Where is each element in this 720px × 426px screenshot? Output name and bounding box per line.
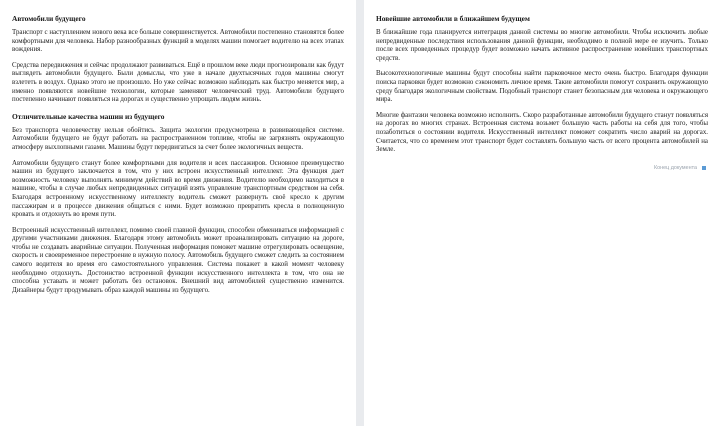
end-of-document-label: Конец документа	[654, 164, 697, 171]
paragraph: В ближайшие года планируется интеграция данной системы во многие автомобили. Чтобы исключить любые непредвиденные последствия использования данной функции, необходимо в полной мере ее изучить. Только после всех проведенных процедур будет возможно начать активное распространение новейших транспортных средств.	[376, 29, 708, 62]
heading-future-cars: Автомобили будущего	[12, 14, 86, 23]
paragraph: Без транспорта человечеству нельзя обойтись. Защита экологии предусмотрена в развивающейся системе. Автомобили будущего не будут работать на распространенном топливе, чтобы не загрязнять окружающую атмосферу выхлопными газами. Машины будут передвигаться за счет более экологичных веществ.	[12, 126, 344, 151]
paragraph: Автомобили будущего станут более комфортными для водителя и всех пассажиров. Основное преимущество машин из будущего заключается в том, что у них встроен искусственный интеллект. Эта функция дает возможность человеку выполнять минимум действий во время движения. Водителю необходимо находиться в машине, чтобы в случае любых непредвиденных ситуаций взять управление транспортным средством на себя. Благодаря встроенному искусственному интеллекту водитель сможет развернуть своё кресло к другим пассажирам и в процессе движения общаться с ними. Будет возможно превратить кресла в полноценную кровать и отдохнуть во время пути.	[12, 159, 344, 219]
page-right	[364, 0, 720, 426]
paragraph: Транспорт с наступлением нового века все больше совершенствуется. Автомобили постепенно становятся более комфортными для человека. Набор разнообразных функций в моделях машин помогает водителю на всех этапах вождения.	[12, 29, 344, 54]
end-square-icon	[702, 166, 706, 170]
end-of-document	[376, 165, 708, 171]
paragraph: Встроенный искусственный интеллект, помимо своей главной функции, способен обмениваться информацией с другими участниками движения. Благодаря этому автомобиль может проанализировать ситуацию на дороге, чтобы не создавать аварийные ситуации. Полученная информация поможет машине отрегулировать освещение, скорость и своевременное перестроение в нужную полосу. Автомобиль будущего сможет следить за состоянием самого водителя во время его самостоятельного управления. Система покажет в какой момент человеку необходимо отдохнуть. Достоинство встроенной функции искусственного интеллекта в том, что она не способна уставать и может работать без остановок. Внешний вид автомобилей существенно изменится. Дизайнеры будут продумывать образ каждой машины из будущего.	[12, 226, 344, 294]
paragraph: Многие фантазии человека возможно исполнить. Скоро разработанные автомобили будущего станут появляться на дорогах во многих странах. Встроенная система возьмет большую часть работы на себя для того, чтобы позаботиться о состоянии водителя. Искусственный интеллект поможет сократить число аварий на дорогах. Считается, что со временем этот транспорт будет составлять большую часть от всего процента автомобилей на Земле.	[376, 111, 708, 154]
paragraph: Средства передвижения и сейчас продолжают развиваться. Ещё в прошлом веке люди прогнозировали как будут выглядеть автомобили будущего. Были домыслы, что уже в начале двухтысячных годов машины смогут взлететь в воздух. Однако этого не произошло. Но уже сейчас возможно наблюдать как быстро меняется мир, а именно появляются новейшие технологии, которые заменяют человеческий труд. Автомобили будущего постепенно начинают появляться на дорогах и существенно упрощать людям жизнь.	[12, 61, 344, 104]
page-left	[0, 0, 356, 426]
heading-distinctive-qualities: Отличительные качества машин из будущего	[12, 111, 165, 121]
paragraph: Высокотехнологичные машины будут способны найти парковочное место очень быстро. Благодаря функции поиска парковки будет возможно сэкономить личное время. Такие автомобили помогут сохранить окружающую среду благодаря экологичным свойствам. Подобный транспорт станет безопасным для человека и окружающего мира.	[376, 70, 708, 104]
heading-newest-cars: Новейшие автомобили в ближайшем будущем	[376, 14, 530, 23]
